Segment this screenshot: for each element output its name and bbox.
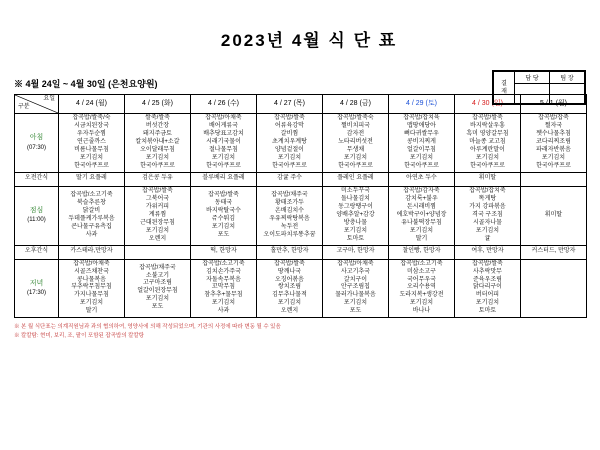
day-header-7: 5 / 1 (월) xyxy=(521,95,587,114)
stamp-header-manager: 담 당 xyxy=(515,72,550,84)
menu-cell-breakfast-5: 잡곡밥/잡치육 맵땅애당아 뼈다귀쌀무우 콩비지찌게 얼갈이무침 포기김치 한국아쿠프로 xyxy=(389,114,455,173)
meal-name-breakfast: 아침 xyxy=(29,134,44,142)
meal-time-breakfast: (07:30) xyxy=(26,144,46,151)
corner-day-label: 요일 xyxy=(43,96,55,102)
menu-document xyxy=(0,26,600,450)
footnotes xyxy=(14,323,586,340)
snack-cell-morning-1: 검은콩 두유 xyxy=(125,172,191,186)
meal-label-afternoon-snack: 오후간식 xyxy=(15,245,59,259)
meal-label-dinner xyxy=(15,259,59,318)
menu-cell-lunch-0: 잡곡밥/소고기죽 북슬추른창 닭갈비 두데플케가루복음 콘나물구유측집 사과 xyxy=(59,186,125,245)
stamp-value-teamlead xyxy=(550,84,585,104)
table-row-dinner xyxy=(15,259,587,318)
menu-cell-lunch-6: 잡곡밥/잡치죽 똑게탕 가지 강파볶음 격국 구조침 시골자나물 포기김치 귤 xyxy=(455,186,521,245)
snack-cell-afternoon-2: 떡, 한망자 xyxy=(191,245,257,259)
snack-cell-afternoon-6: 여후, 만망자 xyxy=(455,245,521,259)
menu-cell-dinner-3: 잡곡밥/쌀죽 땅깨나국 오징어볶음 쌍치조림 김무추나물적 포기김치 오렌지 xyxy=(257,259,323,318)
footnote-2: ※ 칼칼탐: 현미, 보리, 조, 팥이 포함된 잡곡밥의 칼칼탕 xyxy=(14,332,145,339)
page-title: 2023년 4월 식 단 표 xyxy=(220,31,398,50)
snack-cell-morning-5: 아연초 두수 xyxy=(389,172,455,186)
snack-cell-afternoon-1 xyxy=(125,245,191,259)
menu-cell-breakfast-4: 잡곡밥/쌀죽숙 쩔비치피국 감자전 노타리버섯전 무생채 포기김치 한국아쿠프로 xyxy=(323,114,389,173)
menu-cell-lunch-3: 잡곡밥/채주국 황태조가두 온배김치수 우유찌락탕복음 녹두전 오이도파치루똥추꿈 xyxy=(257,186,323,245)
stamp-label: 결 재 xyxy=(494,72,515,104)
day-header-6: 4 / 30 (일) xyxy=(455,95,521,114)
menu-cell-lunch-4: 미소두꾸국 돌나물김치 동그랑땡구이 양배추알+감강 방충나물 포기김치 토마토 xyxy=(323,186,389,245)
snack-cell-afternoon-4: 고구마, 한망자 xyxy=(323,245,389,259)
snack-cell-morning-4: 플레인 요플레 xyxy=(323,172,389,186)
snack-cell-morning-0: 딸기 요플레 xyxy=(59,172,125,186)
menu-cell-dinner-2: 잡곡밥/소고기죽 김치손가주국 자돌속무복음 꼬막무침 참추추+물무침 포기김치 사과 xyxy=(191,259,257,318)
table-row-breakfast xyxy=(15,114,587,173)
footnote-1: ※ 본 월 식단표는 의계직원님과 과의 협의하여, 영양사에 의해 작성되었으며, 기관의 사정에 따라 변동 될 수 있음 xyxy=(14,324,281,331)
table-corner-header xyxy=(15,95,59,114)
menu-table-body xyxy=(15,114,587,318)
snack-cell-afternoon-7: 커스터드, 만망자 xyxy=(521,245,587,259)
day-header-0: 4 / 24 (월) xyxy=(59,95,125,114)
meal-label-morning-snack: 오전간식 xyxy=(15,172,59,186)
table-row-lunch xyxy=(15,186,587,245)
menu-cell-lunch-2: 잡곡밥/쌀죽 동태국 바지락탈국수 쥬수튀김 포기김치 포도 xyxy=(191,186,257,245)
snack-cell-morning-3: 감귤 주수 xyxy=(257,172,323,186)
approval-stamp-box xyxy=(492,70,586,105)
menu-cell-lunch-7: 휘미딸 xyxy=(521,186,587,245)
menu-cell-dinner-1: 잡곡밥/채주국 소불고기 고구마조림 얼갈이된장무침 포기김치 포도 xyxy=(125,259,191,318)
menu-cell-breakfast-6: 잡곡밥/쌀죽 바지락살우흥 흑미 영양갈무침 마늘종 교고침 아루계란말이 포기김치 한국아쿠프로 xyxy=(455,114,521,173)
menu-cell-breakfast-0: 잡곡밥/쌀죽/숙 시금치된장국 우자두순찜 연근줄까스 비름나물무침 포기김치 한국아쿠프로 xyxy=(59,114,125,173)
snack-cell-afternoon-5: 찰인빵, 한망자 xyxy=(389,245,455,259)
snack-cell-afternoon-0: 카스테라,만망자 xyxy=(59,245,125,259)
snack-cell-morning-2: 블루베리 요플레 xyxy=(191,172,257,186)
table-row-morning-snack xyxy=(15,172,587,186)
stamp-header-teamlead: 팀 장 xyxy=(550,72,585,84)
snack-cell-morning-7 xyxy=(521,172,587,186)
snack-cell-afternoon-3: 홀만추, 한망자 xyxy=(257,245,323,259)
day-header-2: 4 / 26 (수) xyxy=(191,95,257,114)
weekly-menu-table xyxy=(14,94,587,318)
menu-cell-lunch-5: 잡곡밥/감자죽 감치룩+불우 돈시래비찜 에호박구이+양념장 유나불떡장무침 포기김치 딸기 xyxy=(389,186,455,245)
menu-cell-breakfast-3: 잡곡밥/쌀죽 어류육강막 갈비찜 초계치우계탕 양념겉절이 포기김치 한국아쿠프로 xyxy=(257,114,323,173)
date-range-note: ※ 4월 24일 ~ 4월 30일 (은천요양원) xyxy=(14,79,158,89)
menu-cell-dinner-6: 잡곡밥/쌀죽 사추락맛무 준육우조림 닭다리구이 버터어피 포기김치 토마토 xyxy=(455,259,521,318)
meal-time-dinner: (17:30) xyxy=(26,290,46,297)
menu-cell-lunch-1: 잡곡밥/쌀죽 그북어국 가위커피 계류찜 근대된장무침 포기김치 오렌지 xyxy=(125,186,191,245)
meal-label-breakfast xyxy=(15,114,59,173)
stamp-value-manager xyxy=(515,84,550,104)
table-row-afternoon-snack xyxy=(15,245,587,259)
snack-cell-morning-6: 휘미딸 xyxy=(455,172,521,186)
meal-label-lunch xyxy=(15,186,59,245)
day-header-5: 4 / 29 (토) xyxy=(389,95,455,114)
meal-name-lunch: 점심 xyxy=(29,207,44,215)
menu-cell-breakfast-2: 잡곡밥/아채죽 배어게류국 배추당표고감치 시래기국물이 절나물무침 포기김치 한국아쿠프로 xyxy=(191,114,257,173)
meal-time-lunch: (11:00) xyxy=(27,217,46,224)
menu-cell-breakfast-1: 쌀죽/쌀죽 버섯간장 돼지주금토 칼치볶아내+소갈 오이달래무침 포기김치 한국아쿠프로 xyxy=(125,114,191,173)
menu-cell-dinner-0: 잡곡밥/아채죽 시골즈채찬국 콩나물복음 부추락무침무침 가지나물무침 포기김치 딸기 xyxy=(59,259,125,318)
day-header-3: 4 / 27 (목) xyxy=(257,95,323,114)
meal-name-dinner: 저녁 xyxy=(29,279,44,287)
day-header-1: 4 / 25 (화) xyxy=(125,95,191,114)
day-header-4: 4 / 28 (금) xyxy=(323,95,389,114)
menu-cell-dinner-5: 잡곡밥/소고기죽 미삼소고구 국어무우국 오리수용역 도라지복+생강전 포기김치 바나나 xyxy=(389,259,455,318)
menu-cell-breakfast-7: 잡곡밥/잡죽 쩔자국 쩻수나물추침 코다리찌조림 파래자반볶음 포기김치 한국아쿠프로 xyxy=(521,114,587,173)
menu-cell-dinner-7 xyxy=(521,259,587,318)
corner-category-label: 구분 xyxy=(18,104,30,111)
menu-cell-dinner-4: 잡곡밥/아채죽 사고기추국 갈치구이 안구조림칩 물러가나물복음 포기김치 포도 xyxy=(323,259,389,318)
